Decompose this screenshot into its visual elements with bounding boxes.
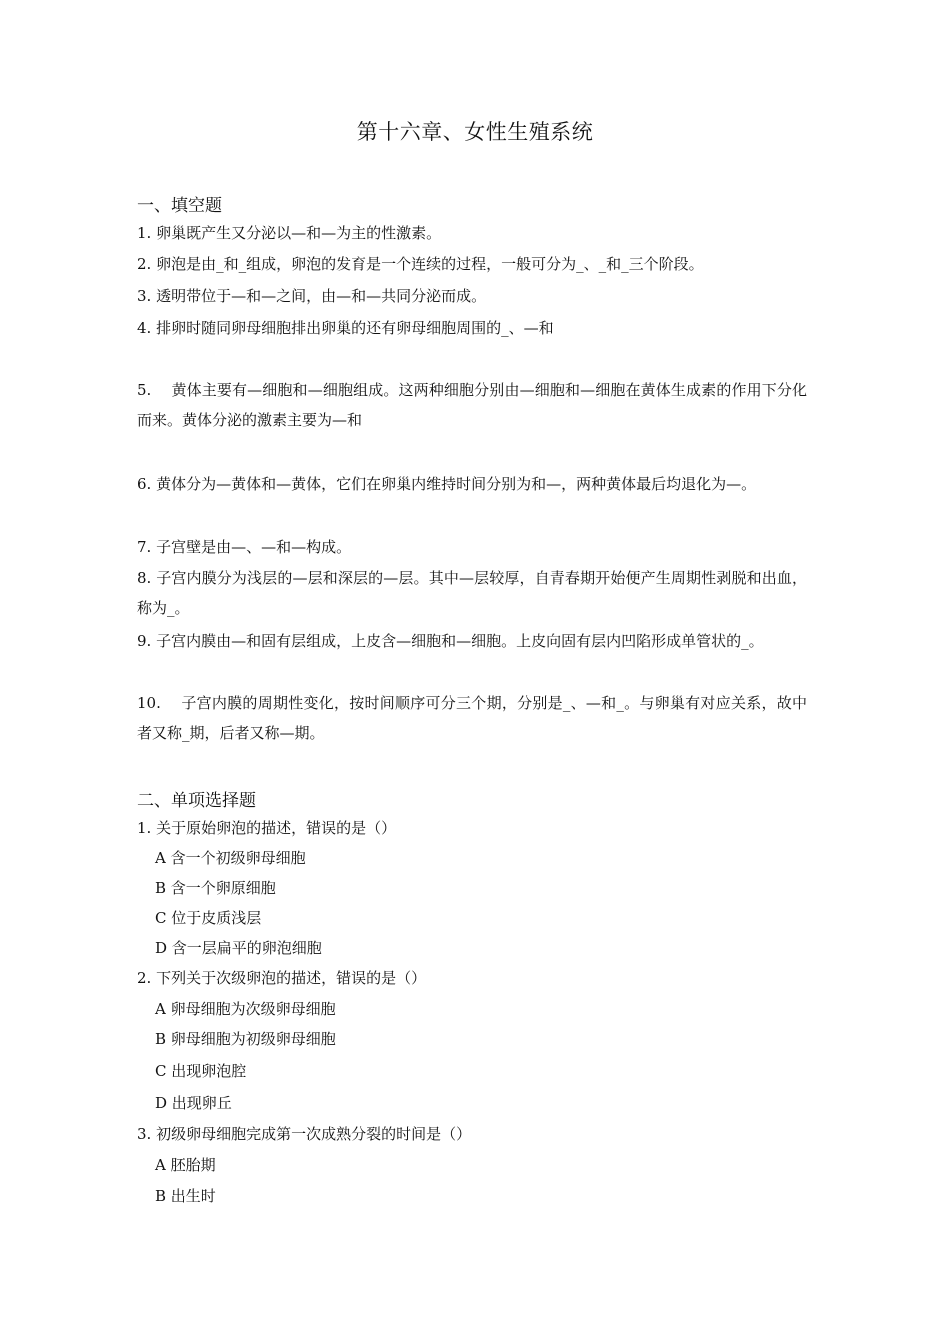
fill-item-9: 9. 子宫内膜由—和固有层组成，上皮含—细胞和—细胞。上皮向固有层内凹陷形成单管状的_。 [137,632,764,650]
fill-item-2: 2. 卵泡是由_和_组成，卵泡的发育是一个连续的过程，一般可分为_、_和_三个阶段。 [137,255,704,273]
fill-item-10: 10. 子宫内膜的周期性变化，按时间顺序可分三个期，分别是_、—和_。与卵巢有对应关系，故中者又称_期，后者又称—期。 [137,694,807,742]
page-title: 第十六章、女性生殖系统 [356,120,594,144]
fill-item-7: 7. 子宫壁是由—、—和—构成。 [137,538,352,556]
fill-item-1: 1. 卵巢既产生又分泌以—和—为主的性激素。 [137,224,442,242]
question-2: 2. 下列关于次级卵泡的描述，错误的是（） [137,969,427,987]
question-1: 1. 关于原始卵泡的描述，错误的是（） [137,819,397,837]
question-2-option-b: B 卵母细胞为初级卵母细胞 [155,1030,336,1048]
question-1-option-b: B 含一个卵原细胞 [155,879,276,897]
question-1-option-d: D 含一层扁平的卵泡细胞 [155,939,322,957]
fill-item-4: 4. 排卵时随同卵母细胞排出卵巢的还有卵母细胞周围的_、—和 [137,319,554,337]
question-2-option-d: D 出现卵丘 [155,1094,232,1112]
fill-item-8: 8. 子宫内膜分为浅层的—层和深层的—层。其中—层较厚，自青春期开始便产生周期性剥脱和出血，称为_。 [137,569,807,617]
question-2-option-a: A 卵母细胞为次级卵母细胞 [155,1000,336,1018]
fill-item-5: 5. 黄体主要有—细胞和—细胞组成。这两种细胞分别由—细胞和—细胞在黄体生成素的作用下分化而来。黄体分泌的激素主要为—和 [137,381,807,429]
section-heading-fill-in: 一、填空题 [137,196,222,216]
question-3-option-a: A 胚胎期 [155,1156,216,1174]
question-3: 3. 初级卵母细胞完成第一次成熟分裂的时间是（） [137,1125,472,1143]
section-heading-single-choice: 二、单项选择题 [137,791,256,811]
question-2-option-c: C 出现卵泡腔 [155,1062,247,1080]
question-1-option-a: A 含一个初级卵母细胞 [155,849,306,867]
question-1-option-c: C 位于皮质浅层 [155,909,262,927]
fill-item-6: 6. 黄体分为—黄体和—黄体，它们在卵巢内维持时间分别为和—，两种黄体最后均退化为—。 [137,475,757,493]
fill-item-3: 3. 透明带位于—和—之间，由—和—共同分泌而成。 [137,287,487,305]
question-3-option-b: B 出生时 [155,1187,216,1205]
